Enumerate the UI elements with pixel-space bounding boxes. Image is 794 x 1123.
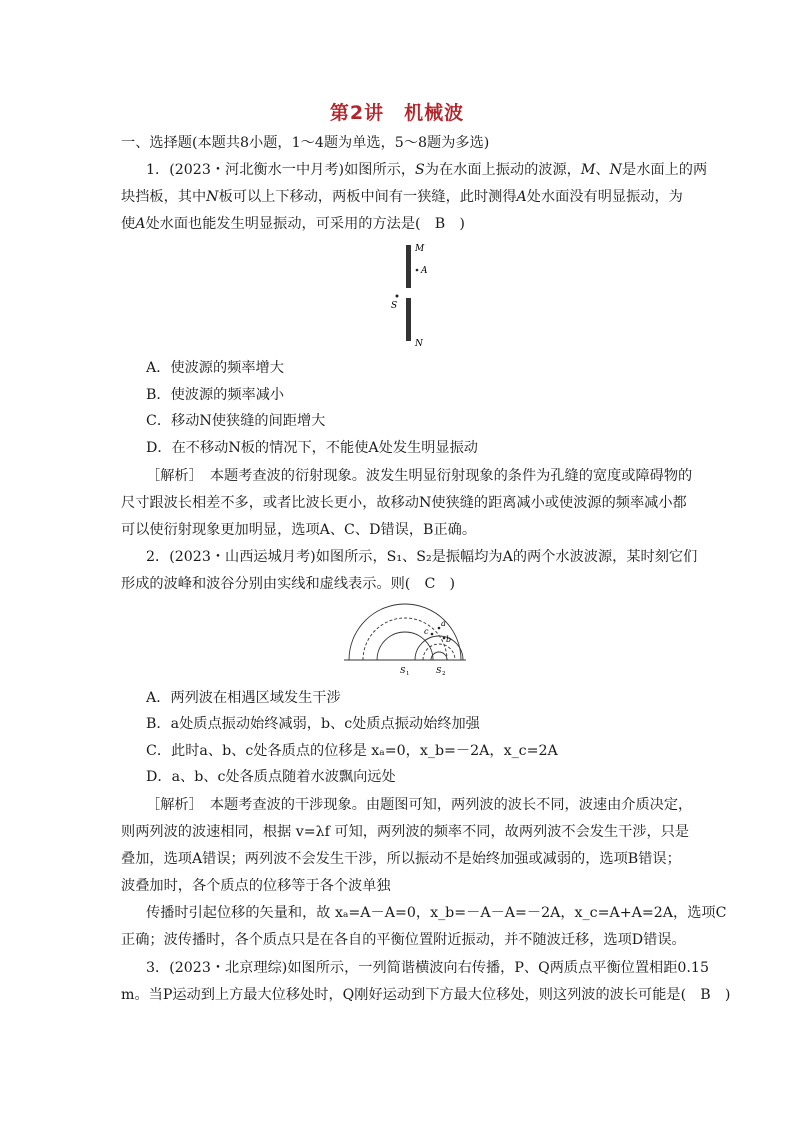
q1-option-d: D．在不移动N板的情况下，不能使A处发生明显振动 — [146, 440, 478, 456]
section-heading: 一、选择题(本题共8小题，1～4题为单选，5～8题为多选) — [121, 135, 490, 151]
q2-analysis-line: 则两列波的波速相同，根据 v=λf 可知，两列波的频率不同，故两列波不会发生干涉，只是 — [121, 824, 690, 840]
q2-stem-line: 2．(2023・山西运城月考)如图所示，S₁、S₂是振幅均为A的两个水波波源，某时刻它们 — [146, 549, 698, 565]
q1-option-b: B．使波源的频率减小 — [146, 387, 285, 403]
point-c — [431, 633, 434, 636]
q1-option-c: C．移动N使狭缝的间距增大 — [146, 413, 326, 429]
q2-analysis-line: ［解析］ 本题考查波的干涉现象。由题图可知，两列波的波长不同，波速由介质决定， — [146, 797, 693, 813]
label-s2: S — [436, 666, 442, 675]
point-a — [416, 269, 419, 272]
q1-var-n: N — [609, 162, 622, 178]
wave-source-s — [396, 295, 399, 298]
page-title: 第2讲 机械波 — [329, 102, 465, 124]
q1-stem-text: 处水面没有明显振动，为 — [526, 189, 683, 205]
q1-analysis-line: ［解析］ 本题考查波的衍射现象。波发生明显衍射现象的条件为孔缝的宽度或障碍物的 — [146, 468, 693, 484]
q1-var-a: A — [516, 189, 527, 205]
q1-stem-text: 块挡板，其中 — [121, 189, 207, 205]
q1-stem-text: 使 — [121, 216, 136, 232]
q1-stem-text: 是水面上的两 — [622, 162, 708, 178]
barrier-n — [406, 298, 411, 341]
q1-stem-text: 1．(2023・河北衡水一中月考)如图所示， — [146, 162, 416, 178]
q2-option-a: A．两列波在相遇区域发生干涉 — [146, 690, 341, 706]
label-n: N — [415, 339, 423, 349]
barrier-m — [406, 245, 411, 288]
label-a: A — [421, 266, 428, 276]
q2-option-b: B．a处质点振动始终减弱，b、c处质点振动始终加强 — [146, 716, 480, 732]
q1-var-n: N — [206, 189, 219, 205]
q2-analysis-line: 叠加，选项A错误；两列波不会发生干涉，所以振动不是始终加强或减弱的，选项B错误； — [121, 851, 681, 867]
q3-stem-line: m。当P运动到上方最大位移处时，Q刚好运动到下方最大位移处，则这列波的波长可能是( B ) — [121, 987, 731, 1003]
q1-analysis-line: 可以使衍射现象更加明显，选项A、C、D错误，B正确。 — [121, 522, 477, 538]
q2-option-c: C．此时a、b、c处各质点的位移是 xₐ=0，x_b=－2A，x_c=2A — [146, 743, 558, 759]
q2-figure-interference — [340, 602, 470, 680]
label-s1: S — [400, 666, 406, 675]
s2-crest-outer — [415, 636, 463, 660]
label-a: a — [441, 619, 446, 628]
q1-stem-text: 、 — [595, 162, 610, 178]
label-s2-subscript: 2 — [442, 671, 446, 677]
q1-var-a: A — [135, 216, 146, 232]
q3-stem-line: 3．(2023・北京理综)如图所示，一列简谐横波向右传播，P、Q两质点平衡位置相距0.15 — [146, 960, 709, 976]
label-c: c — [424, 627, 429, 636]
label-s: S — [391, 301, 398, 311]
label-s1-subscript: 1 — [406, 671, 410, 677]
q2-analysis-line: 传播时引起位移的矢量和，故 xₐ=A－A=0，x_b=－A－A=－2A，x_c=A+A=2A，选项C — [146, 905, 727, 921]
q1-analysis-line: 尺寸跟波长相差不多，或者比波长更小，故移动N使狭缝的距离减小或使波源的频率减小都 — [121, 495, 687, 511]
s1-crest-inner — [377, 632, 433, 660]
q1-var-m: M — [580, 162, 596, 178]
q1-stem-text: 为在水面上振动的波源， — [424, 162, 581, 178]
q1-stem-text: 板可以上下移动，两板中间有一狭缝，此时测得 — [218, 189, 517, 205]
q1-stem-line-1 — [146, 160, 706, 180]
q1-stem-line-2 — [121, 187, 681, 207]
label-b: b — [446, 635, 452, 644]
q2-analysis-line: 波叠加时，各个质点的位移等于各个波单独 — [121, 878, 391, 894]
q2-option-d: D．a、b、c处各质点随着水波飘向远处 — [146, 769, 396, 785]
point-a — [438, 627, 441, 630]
q1-stem-text: 处水面也能发生明显振动，可采用的方法是( B ) — [145, 216, 465, 232]
q1-option-a: A．使波源的频率增大 — [146, 360, 284, 376]
q1-stem-line-3 — [121, 214, 681, 234]
q2-analysis-line: 正确；波传播时，各个质点只是在各自的平衡位置附近振动，并不随波迁移，选项D错误。 — [121, 932, 686, 948]
q1-var-s: S — [415, 162, 425, 178]
point-b — [443, 637, 446, 640]
q2-stem-line: 形成的波峰和波谷分别由实线和虚线表示。则( C ) — [121, 576, 456, 592]
q1-figure-slit — [380, 240, 440, 350]
label-m: M — [415, 244, 425, 254]
